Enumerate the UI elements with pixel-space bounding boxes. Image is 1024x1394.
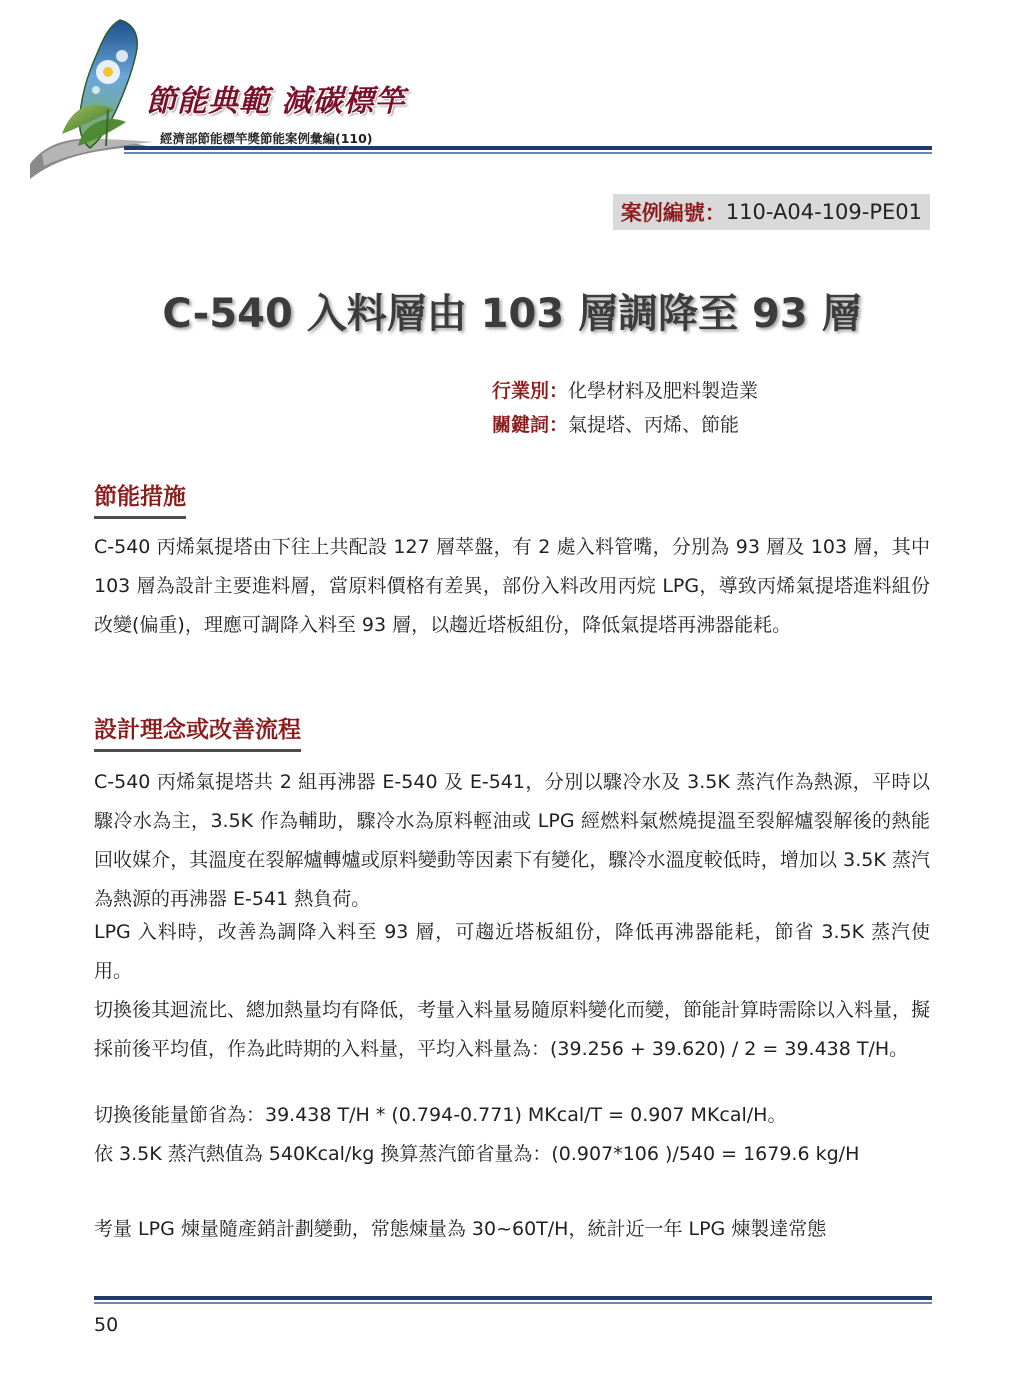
- page-title: C-540 入料層由 103 層調降至 93 層: [162, 291, 862, 337]
- industry-label: 行業別：: [492, 380, 569, 402]
- keywords-line: [492, 410, 739, 437]
- paragraph-design-2: LPG 入料時，改善為調降入料至 93 層，可趨近塔板組份，降低再沸器能耗，節省 3.5K 蒸汽使用。: [94, 921, 930, 982]
- header-rule: [124, 146, 932, 154]
- paragraph-measures: C-540 丙烯氣提塔由下往上共配設 127 層萃盤，有 2 處入料管嘴，分別為 93 層及 103 層，其中 103 層為設計主要進料層，當原料價格有差異，部份入料改用丙烷 LPG，導致丙烯氣提塔進料組份改變(偏重)，理應可調降入料至 93 層，以趨近塔板組份，降低氣提塔再沸器能耗。: [94, 536, 930, 636]
- paragraph-design-1: C-540 丙烯氣提塔共 2 組再沸器 E-540 及 E-541，分別以驟冷水及 3.5K 蒸汽作為熱源，平時以驟冷水為主，3.5K 作為輔助，驟冷水為原料輕油或 LPG 經燃料氣燃燒提溫至裂解爐裂解後的熱能回收媒介，其溫度在裂解爐轉爐或原料變動等因素下有變化，驟冷水溫度較低時，增加以 3.5K 蒸汽為熱源的再沸器 E-541 熱負荷。: [94, 771, 930, 910]
- industry-value: 化學材料及肥料製造業: [568, 380, 759, 402]
- paragraph-design-6: 考量 LPG 煉量隨產銷計劃變動，常態煉量為 30~60T/H，統計近一年 LPG 煉製達常態: [94, 1218, 827, 1240]
- section-heading-measures: 節能措施: [94, 478, 186, 519]
- taiwan-map-dandelion-logo-icon: [22, 14, 162, 182]
- paragraph-design-3: 切換後其迴流比、總加熱量均有降低，考量入料量易隨原料變化而變，節能計算時需除以入料量，擬採前後平均值，作為此時期的入料量，平均入料量為：(39.256 + 39.620) / 2 = 39.438 T/H。: [94, 999, 931, 1060]
- case-number-box: [613, 194, 930, 230]
- brand-title: 節能典範 減碳標竿: [146, 84, 406, 119]
- page-number: 50: [94, 1314, 119, 1336]
- keywords-label: 關鍵詞：: [492, 414, 569, 436]
- industry-line: [492, 376, 758, 403]
- footer-rule: [94, 1296, 932, 1304]
- case-number-label: 案例編號：: [620, 201, 726, 225]
- keywords-value: 氣提塔、丙烯、節能: [568, 414, 740, 436]
- brand-subtitle: 經濟部節能標竿獎節能案例彙編(110): [160, 131, 373, 146]
- paragraph-design-4: 切換後能量節省為：39.438 T/H * (0.794-0.771) MKcal/T = 0.907 MKcal/H。: [94, 1104, 787, 1126]
- paragraph-design-5: 依 3.5K 蒸汽熱值為 540Kcal/kg 換算蒸汽節省量為：(0.907*106 )/540 = 1679.6 kg/H: [94, 1143, 860, 1165]
- section-heading-design: 設計理念或改善流程: [94, 711, 301, 752]
- case-number-value: 110-A04-109-PE01: [725, 200, 922, 224]
